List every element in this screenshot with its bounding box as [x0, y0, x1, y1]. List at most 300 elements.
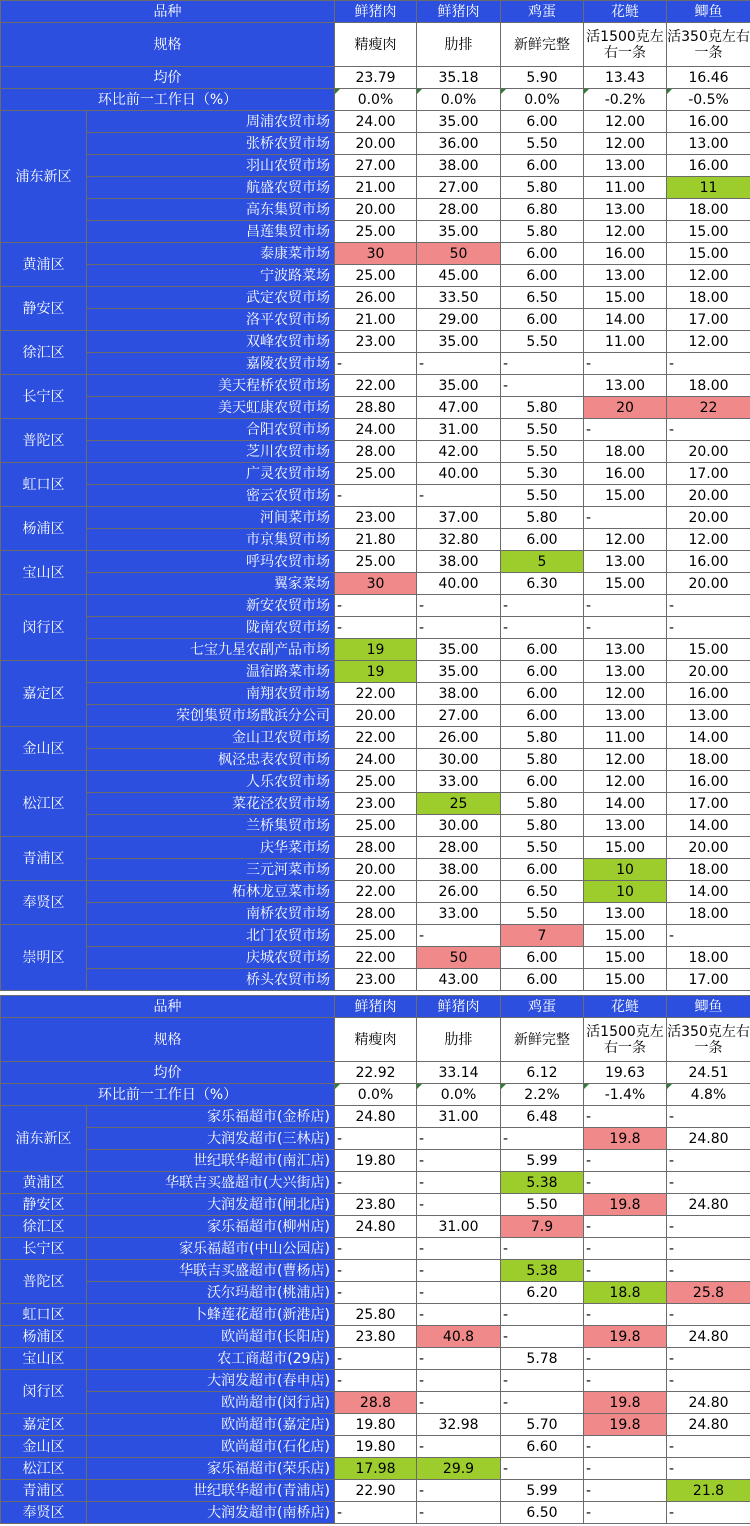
market-name-cell: 华联吉买盛超市(曹杨店) — [87, 1260, 335, 1282]
price-cell: 21.80 — [335, 529, 417, 551]
price-cell: - — [584, 353, 667, 375]
spec-header-cell: 精瘦肉 — [335, 1018, 417, 1062]
price-cell: 5.50 — [501, 133, 584, 155]
price-cell: - — [667, 1238, 750, 1260]
market-name-cell: 羽山农贸市场 — [87, 155, 335, 177]
price-cell: 32.80 — [417, 529, 501, 551]
district-cell: 虹口区 — [1, 1304, 87, 1326]
market-name-cell: 张桥农贸市场 — [87, 133, 335, 155]
price-row — [1, 485, 750, 507]
market-name-cell: 七宝九星农副产品市场 — [87, 639, 335, 661]
price-cell: 13.00 — [584, 265, 667, 287]
daily-change-label: 环比前一工作日（%） — [1, 1084, 335, 1106]
price-cell: 5.78 — [501, 1348, 584, 1370]
price-cell: 28.00 — [417, 199, 501, 221]
market-name-cell: 武定农贸市场 — [87, 287, 335, 309]
market-name-cell: 华联吉买盛超市(大兴街店) — [87, 1172, 335, 1194]
market-name-cell: 家乐福超市(荣乐店) — [87, 1458, 335, 1480]
price-cell: 19.8 — [584, 1326, 667, 1348]
market-name-cell: 人乐农贸市场 — [87, 771, 335, 793]
price-cell: 12.00 — [667, 265, 750, 287]
price-row — [1, 881, 750, 903]
price-cell: - — [667, 1172, 750, 1194]
price-cell: 23.00 — [335, 793, 417, 815]
market-name-cell: 欧尚超市(石化店) — [87, 1436, 335, 1458]
price-cell: 24.80 — [667, 1326, 750, 1348]
market-name-cell: 欧尚超市(长阳店) — [87, 1326, 335, 1348]
price-row — [1, 1106, 750, 1128]
district-cell: 静安区 — [1, 1194, 87, 1216]
spec-header-label: 规格 — [1, 23, 335, 67]
price-cell: 35.00 — [417, 221, 501, 243]
price-cell: - — [335, 485, 417, 507]
price-cell: - — [417, 1502, 501, 1524]
price-cell: - — [584, 1370, 667, 1392]
price-row — [1, 177, 750, 199]
price-cell: - — [335, 617, 417, 639]
price-cell: 25.00 — [335, 815, 417, 837]
price-cell: 24.80 — [667, 1194, 750, 1216]
market-name-cell: 大润发超市(春申店) — [87, 1370, 335, 1392]
district-cell: 杨浦区 — [1, 1326, 87, 1348]
price-cell: 6.00 — [501, 265, 584, 287]
price-cell: 24.00 — [335, 749, 417, 771]
price-cell: - — [417, 617, 501, 639]
average-price-cell: 16.46 — [667, 67, 750, 89]
price-cell: 22.00 — [335, 683, 417, 705]
price-cell: 14.00 — [584, 793, 667, 815]
price-cell: 13.00 — [584, 551, 667, 573]
price-row — [1, 749, 750, 771]
price-cell: - — [335, 1282, 417, 1304]
price-cell: 13.00 — [667, 705, 750, 727]
price-cell: - — [335, 1260, 417, 1282]
district-cell: 松江区 — [1, 771, 87, 837]
price-cell: 20.00 — [335, 199, 417, 221]
price-cell: 19.8 — [584, 1414, 667, 1436]
price-cell: 20.00 — [335, 859, 417, 881]
price-row — [1, 243, 750, 265]
price-cell: - — [584, 617, 667, 639]
district-cell: 虹口区 — [1, 463, 87, 507]
price-cell: 6.00 — [501, 683, 584, 705]
price-cell: 19 — [335, 661, 417, 683]
price-cell: 11.00 — [584, 331, 667, 353]
price-cell: - — [667, 617, 750, 639]
average-price-row — [1, 1062, 750, 1084]
price-cell: - — [335, 1238, 417, 1260]
price-row — [1, 133, 750, 155]
price-cell: - — [501, 1392, 584, 1414]
price-cell: 17.00 — [667, 793, 750, 815]
market-name-cell: 世纪联华超市(青浦店) — [87, 1480, 335, 1502]
price-cell: - — [501, 1128, 584, 1150]
price-cell: 16.00 — [584, 463, 667, 485]
price-cell: 26.00 — [417, 881, 501, 903]
daily-change-cell: -1.4% — [584, 1084, 667, 1106]
price-row — [1, 265, 750, 287]
price-row — [1, 1414, 750, 1436]
price-cell: - — [584, 1304, 667, 1326]
price-cell: 24.00 — [335, 419, 417, 441]
average-price-cell: 35.18 — [417, 67, 501, 89]
price-cell: 19.80 — [335, 1436, 417, 1458]
variety-header-label: 品种 — [1, 1, 335, 23]
price-cell: 20.00 — [335, 705, 417, 727]
price-cell: 19.80 — [335, 1414, 417, 1436]
price-row — [1, 375, 750, 397]
market-name-cell: 世纪联华超市(南汇店) — [87, 1150, 335, 1172]
price-cell: 27.00 — [417, 177, 501, 199]
price-cell: 13.00 — [584, 155, 667, 177]
price-row — [1, 947, 750, 969]
price-cell: 35.00 — [417, 331, 501, 353]
market-name-cell: 航盛农贸市场 — [87, 177, 335, 199]
price-cell: 18.8 — [584, 1282, 667, 1304]
price-cell: 20.00 — [335, 133, 417, 155]
price-cell: 14.00 — [667, 881, 750, 903]
price-cell: 6.60 — [501, 1436, 584, 1458]
price-row — [1, 309, 750, 331]
supermarket-price-table — [0, 995, 750, 1524]
variety-header-cell: 鲫鱼 — [667, 1, 750, 23]
market-price-body — [1, 1, 750, 991]
district-cell: 徐汇区 — [1, 1216, 87, 1238]
price-cell: 5.50 — [501, 903, 584, 925]
price-row — [1, 463, 750, 485]
average-price-cell: 13.43 — [584, 67, 667, 89]
price-cell: 19.80 — [335, 1150, 417, 1172]
price-cell: 6.00 — [501, 639, 584, 661]
price-cell: 15.00 — [667, 639, 750, 661]
price-cell: - — [584, 1458, 667, 1480]
price-cell: 18.00 — [667, 903, 750, 925]
price-cell: - — [584, 1436, 667, 1458]
price-row — [1, 1128, 750, 1150]
supermarket-price-body — [1, 996, 750, 1524]
price-cell: 15.00 — [584, 969, 667, 991]
price-row — [1, 1260, 750, 1282]
variety-header-cell: 鸡蛋 — [501, 996, 584, 1018]
price-row — [1, 617, 750, 639]
price-cell: - — [417, 1260, 501, 1282]
price-cell: 17.98 — [335, 1458, 417, 1480]
price-cell: 5.80 — [501, 749, 584, 771]
price-cell: 14.00 — [584, 309, 667, 331]
price-cell: 6.20 — [501, 1282, 584, 1304]
price-cell: 25.00 — [335, 265, 417, 287]
price-cell: - — [501, 1238, 584, 1260]
price-row — [1, 771, 750, 793]
price-cell: 5.80 — [501, 397, 584, 419]
price-cell: 6.80 — [501, 199, 584, 221]
price-cell: 23.80 — [335, 1194, 417, 1216]
price-cell: 18.00 — [667, 749, 750, 771]
price-cell: 12.00 — [584, 529, 667, 551]
price-cell: 30 — [335, 243, 417, 265]
price-cell: - — [667, 1216, 750, 1238]
daily-change-label: 环比前一工作日（%） — [1, 89, 335, 111]
price-cell: 15.00 — [584, 573, 667, 595]
price-cell: 47.00 — [417, 397, 501, 419]
price-cell: 11 — [667, 177, 750, 199]
price-cell: - — [584, 1260, 667, 1282]
price-row — [1, 1370, 750, 1392]
average-price-cell: 22.92 — [335, 1062, 417, 1084]
market-name-cell: 家乐福超市(柳州店) — [87, 1216, 335, 1238]
price-cell: 5.70 — [501, 1414, 584, 1436]
price-cell: 24.80 — [667, 1128, 750, 1150]
price-cell: 10 — [584, 859, 667, 881]
variety-header-cell: 鸡蛋 — [501, 1, 584, 23]
price-cell: 20 — [584, 397, 667, 419]
price-cell: - — [501, 617, 584, 639]
price-cell: - — [501, 353, 584, 375]
price-cell: 16.00 — [667, 771, 750, 793]
price-cell: 35.00 — [417, 375, 501, 397]
price-row — [1, 287, 750, 309]
market-name-cell: 南翔农贸市场 — [87, 683, 335, 705]
price-cell: 23.80 — [335, 1326, 417, 1348]
district-cell: 黄浦区 — [1, 1172, 87, 1194]
price-cell: 31.00 — [417, 1106, 501, 1128]
spec-header-row — [1, 23, 750, 67]
price-cell: 29.00 — [417, 309, 501, 331]
market-name-cell: 广灵农贸市场 — [87, 463, 335, 485]
average-price-cell: 23.79 — [335, 67, 417, 89]
price-cell: 7 — [501, 925, 584, 947]
price-row — [1, 1348, 750, 1370]
district-cell: 崇明区 — [1, 925, 87, 991]
price-cell: - — [667, 1502, 750, 1524]
price-cell: 20.00 — [667, 573, 750, 595]
price-cell: 11.00 — [584, 177, 667, 199]
daily-change-cell: 2.2% — [501, 1084, 584, 1106]
price-row — [1, 111, 750, 133]
price-cell: - — [417, 1194, 501, 1216]
price-cell: 25 — [417, 793, 501, 815]
price-cell: - — [584, 595, 667, 617]
price-cell: 27.00 — [417, 705, 501, 727]
price-cell: 6.48 — [501, 1106, 584, 1128]
price-cell: 25.80 — [335, 1304, 417, 1326]
price-cell: 6.50 — [501, 881, 584, 903]
district-cell: 杨浦区 — [1, 507, 87, 551]
price-cell: 13.00 — [584, 199, 667, 221]
price-cell: 12.00 — [584, 771, 667, 793]
price-cell: - — [667, 925, 750, 947]
market-name-cell: 宁波路菜场 — [87, 265, 335, 287]
price-cell: 23.00 — [335, 507, 417, 529]
district-cell: 普陀区 — [1, 1260, 87, 1304]
daily-change-row — [1, 89, 750, 111]
price-cell: 5.50 — [501, 837, 584, 859]
price-cell: 5.80 — [501, 177, 584, 199]
price-row — [1, 705, 750, 727]
price-cell: 28.8 — [335, 1392, 417, 1414]
price-cell: 5.50 — [501, 1194, 584, 1216]
price-row — [1, 1216, 750, 1238]
price-cell: 15.00 — [584, 925, 667, 947]
district-cell: 青浦区 — [1, 837, 87, 881]
district-cell: 青浦区 — [1, 1480, 87, 1502]
market-name-cell: 桥头农贸市场 — [87, 969, 335, 991]
spec-header-cell: 活1500克左右一条 — [584, 1018, 667, 1062]
price-cell: 28.80 — [335, 397, 417, 419]
price-cell: 6.00 — [501, 969, 584, 991]
spec-header-cell: 活350克左右一条 — [667, 1018, 750, 1062]
price-cell: 50 — [417, 947, 501, 969]
market-name-cell: 欧尚超市(嘉定店) — [87, 1414, 335, 1436]
market-name-cell: 翼家菜场 — [87, 573, 335, 595]
market-name-cell: 泰康菜市场 — [87, 243, 335, 265]
price-cell: 28.00 — [335, 903, 417, 925]
price-cell: 21.00 — [335, 177, 417, 199]
price-cell: - — [417, 1172, 501, 1194]
price-cell: 16.00 — [584, 243, 667, 265]
daily-change-cell: 4.8% — [667, 1084, 750, 1106]
price-row — [1, 903, 750, 925]
price-row — [1, 551, 750, 573]
market-name-cell: 荣创集贸市场戬浜分公司 — [87, 705, 335, 727]
price-cell: 16.00 — [667, 111, 750, 133]
price-cell: 38.00 — [417, 683, 501, 705]
price-cell: 22.00 — [335, 881, 417, 903]
spec-header-cell: 新鲜完整 — [501, 23, 584, 67]
price-cell: 32.98 — [417, 1414, 501, 1436]
price-cell: 12.00 — [584, 683, 667, 705]
price-row — [1, 1392, 750, 1414]
market-name-cell: 北门农贸市场 — [87, 925, 335, 947]
price-cell: 5.38 — [501, 1260, 584, 1282]
market-name-cell: 金山卫农贸市场 — [87, 727, 335, 749]
market-name-cell: 欧尚超市(闵行店) — [87, 1392, 335, 1414]
price-cell: 18.00 — [667, 859, 750, 881]
price-cell: 21.8 — [667, 1480, 750, 1502]
daily-change-cell: 0.0% — [501, 89, 584, 111]
spec-header-cell: 肋排 — [417, 23, 501, 67]
price-cell: - — [417, 1480, 501, 1502]
price-cell: - — [667, 1150, 750, 1172]
market-name-cell: 三元河菜市场 — [87, 859, 335, 881]
average-price-cell: 33.14 — [417, 1062, 501, 1084]
price-cell: 28.00 — [417, 837, 501, 859]
price-cell: 14.00 — [667, 727, 750, 749]
price-cell: - — [417, 1282, 501, 1304]
price-cell: 12.00 — [584, 133, 667, 155]
price-cell: - — [667, 1304, 750, 1326]
price-cell: 27.00 — [335, 155, 417, 177]
price-cell: 37.00 — [417, 507, 501, 529]
price-cell: - — [335, 595, 417, 617]
price-cell: - — [501, 1304, 584, 1326]
price-row — [1, 925, 750, 947]
price-cell: 19.8 — [584, 1128, 667, 1150]
price-cell: 17.00 — [667, 309, 750, 331]
price-cell: - — [417, 1392, 501, 1414]
price-cell: 26.00 — [417, 727, 501, 749]
spec-header-cell: 肋排 — [417, 1018, 501, 1062]
average-price-cell: 6.12 — [501, 1062, 584, 1084]
price-cell: 22 — [667, 397, 750, 419]
market-name-cell: 农工商超市(29店) — [87, 1348, 335, 1370]
market-name-cell: 菜花泾农贸市场 — [87, 793, 335, 815]
price-row — [1, 573, 750, 595]
price-row — [1, 661, 750, 683]
market-name-cell: 陇南农贸市场 — [87, 617, 335, 639]
price-cell: 20.00 — [667, 507, 750, 529]
market-name-cell: 嘉陵农贸市场 — [87, 353, 335, 375]
district-cell: 嘉定区 — [1, 661, 87, 727]
price-row — [1, 1150, 750, 1172]
price-row — [1, 353, 750, 375]
district-cell: 浦东新区 — [1, 1106, 87, 1172]
price-cell: 18.00 — [667, 375, 750, 397]
price-cell: - — [417, 595, 501, 617]
price-cell: - — [417, 1348, 501, 1370]
average-price-cell: 19.63 — [584, 1062, 667, 1084]
district-cell: 长宁区 — [1, 1238, 87, 1260]
price-cell: 13.00 — [584, 661, 667, 683]
daily-change-cell: 0.0% — [417, 1084, 501, 1106]
price-cell: - — [501, 375, 584, 397]
market-name-cell: 市京集贸市场 — [87, 529, 335, 551]
price-cell: 10 — [584, 881, 667, 903]
price-row — [1, 529, 750, 551]
price-cell: 35.00 — [417, 661, 501, 683]
market-name-cell: 密云农贸市场 — [87, 485, 335, 507]
price-cell: 7.9 — [501, 1216, 584, 1238]
price-cell: 13.00 — [584, 375, 667, 397]
price-cell: 16.00 — [667, 551, 750, 573]
market-name-cell: 柘林龙豆菜市场 — [87, 881, 335, 903]
variety-header-cell: 花鲢 — [584, 996, 667, 1018]
price-cell: 29.9 — [417, 1458, 501, 1480]
market-name-cell: 高东集贸市场 — [87, 199, 335, 221]
price-cell: 5.80 — [501, 793, 584, 815]
price-row — [1, 419, 750, 441]
price-cell: 16.00 — [667, 683, 750, 705]
price-cell: 15.00 — [584, 287, 667, 309]
price-cell: 15.00 — [584, 837, 667, 859]
price-cell: 12.00 — [584, 221, 667, 243]
market-name-cell: 南桥农贸市场 — [87, 903, 335, 925]
price-row — [1, 1172, 750, 1194]
price-cell: - — [667, 1436, 750, 1458]
price-cell: 26.00 — [335, 287, 417, 309]
price-cell: 25.00 — [335, 551, 417, 573]
price-cell: 6.00 — [501, 111, 584, 133]
market-name-cell: 温宿路菜市场 — [87, 661, 335, 683]
market-name-cell: 庆城农贸市场 — [87, 947, 335, 969]
spec-header-cell: 新鲜完整 — [501, 1018, 584, 1062]
price-row — [1, 727, 750, 749]
price-row — [1, 859, 750, 881]
district-cell: 金山区 — [1, 1436, 87, 1458]
market-name-cell: 沃尔玛超市(桃浦店) — [87, 1282, 335, 1304]
price-cell: 18.00 — [667, 947, 750, 969]
average-price-cell: 5.90 — [501, 67, 584, 89]
price-row — [1, 507, 750, 529]
price-cell: 11.00 — [584, 727, 667, 749]
price-row — [1, 441, 750, 463]
price-cell: 5 — [501, 551, 584, 573]
price-cell: 13.00 — [584, 639, 667, 661]
price-row — [1, 221, 750, 243]
price-cell: 5.99 — [501, 1150, 584, 1172]
price-cell: 5.50 — [501, 485, 584, 507]
price-cell: 18.00 — [584, 441, 667, 463]
